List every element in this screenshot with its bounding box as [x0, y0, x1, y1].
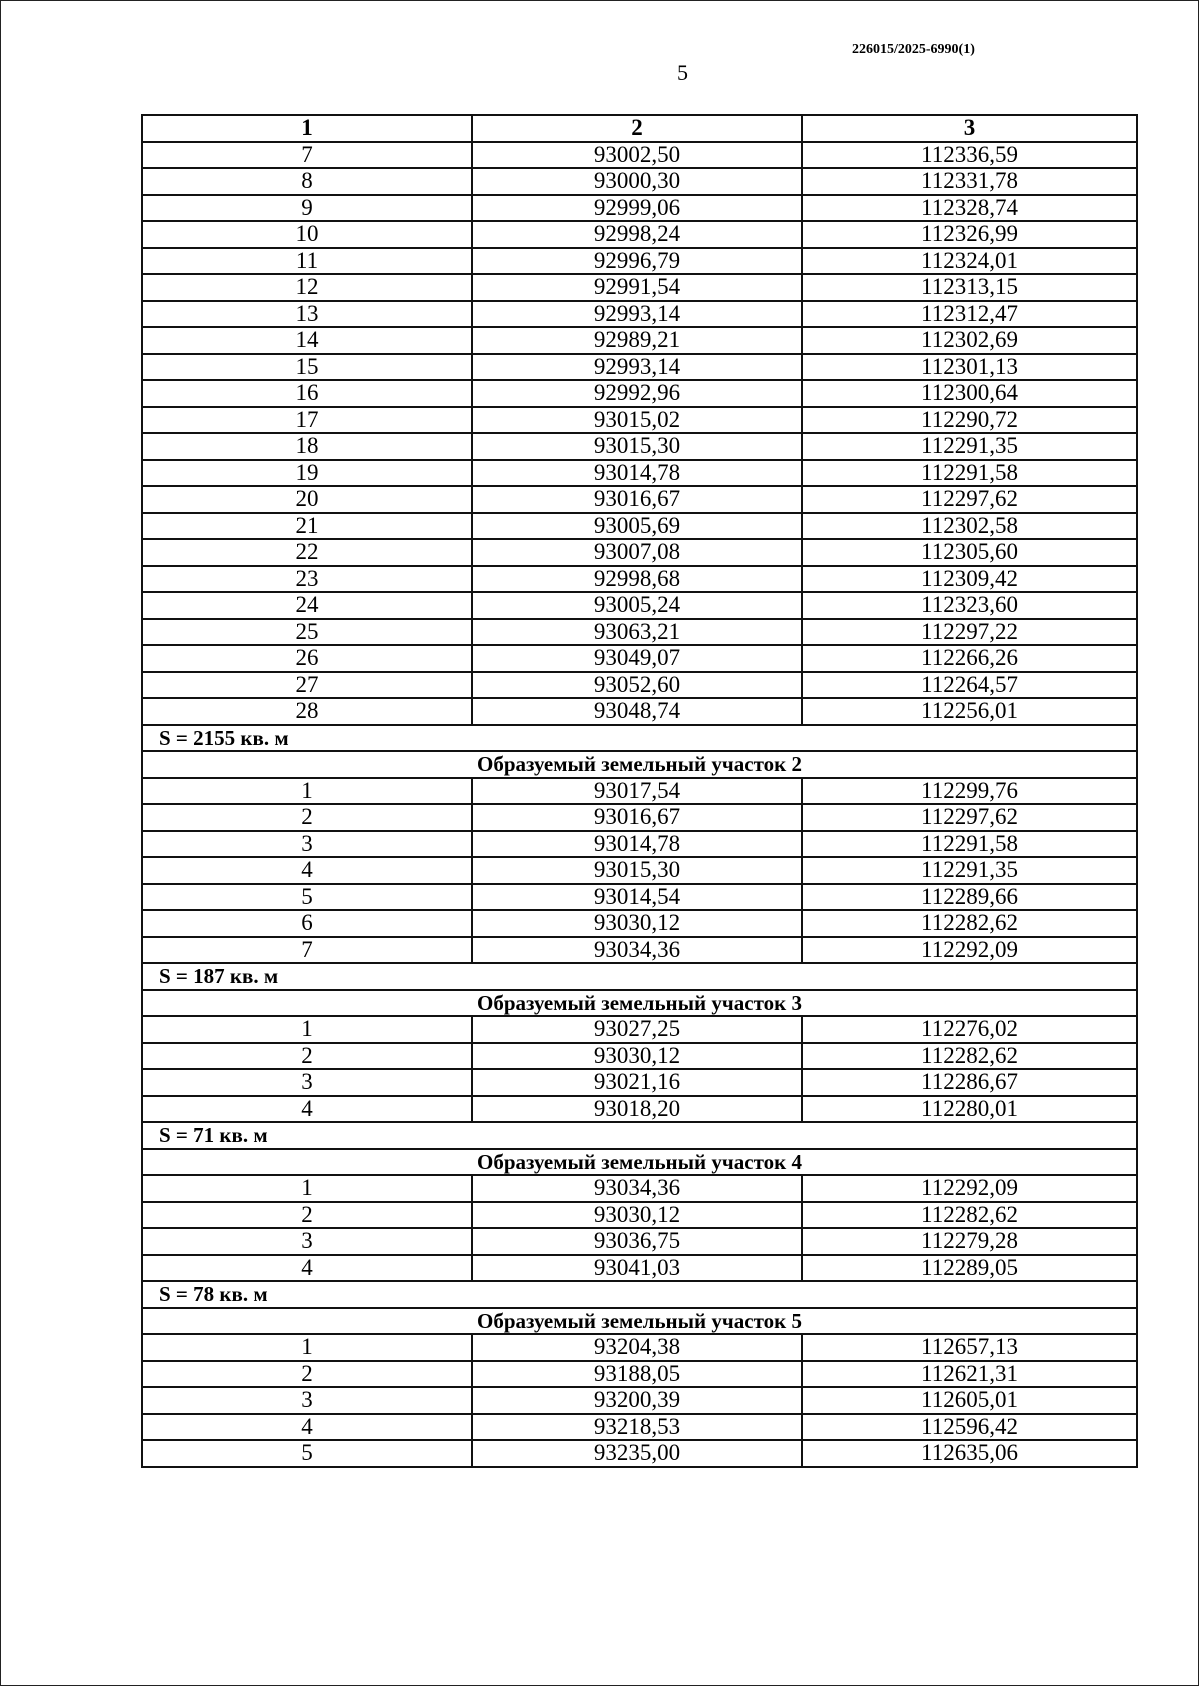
point-number: 2 [142, 804, 472, 831]
table-row [142, 407, 1137, 434]
coordinate-x: 93021,16 [472, 1069, 802, 1096]
coordinate-y: 112336,59 [802, 142, 1137, 169]
coordinate-y: 112297,62 [802, 486, 1137, 513]
point-number: 2 [142, 1043, 472, 1070]
point-number: 18 [142, 433, 472, 460]
table-row [142, 1096, 1137, 1123]
coordinate-x: 93030,12 [472, 910, 802, 937]
table-row [142, 1069, 1137, 1096]
point-number: 26 [142, 645, 472, 672]
header-cell: 1 [142, 115, 472, 142]
coordinate-x: 93014,78 [472, 460, 802, 487]
table-row [142, 274, 1137, 301]
coordinate-y: 112289,05 [802, 1255, 1137, 1282]
coordinate-x: 92989,21 [472, 327, 802, 354]
coordinate-x: 93200,39 [472, 1387, 802, 1414]
coordinate-y: 112621,31 [802, 1361, 1137, 1388]
table-row [142, 645, 1137, 672]
coordinate-x: 92993,14 [472, 354, 802, 381]
point-number: 14 [142, 327, 472, 354]
coordinate-x: 92998,24 [472, 221, 802, 248]
coordinate-x: 93027,25 [472, 1016, 802, 1043]
point-number: 21 [142, 513, 472, 540]
coordinate-x: 93052,60 [472, 672, 802, 699]
point-number: 3 [142, 1228, 472, 1255]
coordinate-y: 112635,06 [802, 1440, 1137, 1467]
coordinate-y: 112291,35 [802, 857, 1137, 884]
coordinate-x: 92991,54 [472, 274, 802, 301]
table-row [142, 195, 1137, 222]
header-cell: 3 [802, 115, 1137, 142]
area-value: S = 71 кв. м [142, 1122, 1137, 1149]
coordinate-y: 112305,60 [802, 539, 1137, 566]
table-row [142, 539, 1137, 566]
coordinate-y: 112605,01 [802, 1387, 1137, 1414]
section-title: Образуемый земельный участок 3 [142, 990, 1137, 1017]
table-row [142, 566, 1137, 593]
coordinate-x: 93034,36 [472, 937, 802, 964]
coordinate-y: 112291,58 [802, 460, 1137, 487]
point-number: 13 [142, 301, 472, 328]
table-row [142, 1016, 1137, 1043]
coordinates-table [141, 114, 1138, 1468]
point-number: 4 [142, 1414, 472, 1441]
coordinate-x: 93030,12 [472, 1202, 802, 1229]
coordinate-y: 112292,09 [802, 1175, 1137, 1202]
area-row [142, 725, 1137, 752]
table-row [142, 248, 1137, 275]
point-number: 2 [142, 1361, 472, 1388]
coordinate-y: 112302,58 [802, 513, 1137, 540]
point-number: 23 [142, 566, 472, 593]
table-row [142, 168, 1137, 195]
point-number: 9 [142, 195, 472, 222]
coordinate-y: 112290,72 [802, 407, 1137, 434]
table-row [142, 831, 1137, 858]
coordinates-table-body [142, 115, 1137, 1467]
section-title-row [142, 751, 1137, 778]
point-number: 5 [142, 884, 472, 911]
table-row [142, 592, 1137, 619]
table-row [142, 698, 1137, 725]
coordinate-y: 112299,76 [802, 778, 1137, 805]
coordinate-x: 93218,53 [472, 1414, 802, 1441]
point-number: 7 [142, 937, 472, 964]
point-number: 7 [142, 142, 472, 169]
coordinate-x: 93034,36 [472, 1175, 802, 1202]
point-number: 22 [142, 539, 472, 566]
coordinate-x: 93018,20 [472, 1096, 802, 1123]
point-number: 1 [142, 1334, 472, 1361]
table-row [142, 778, 1137, 805]
coordinates-table-container [141, 114, 1136, 1468]
point-number: 10 [142, 221, 472, 248]
coordinate-x: 93048,74 [472, 698, 802, 725]
table-row [142, 1361, 1137, 1388]
table-row [142, 1440, 1137, 1467]
coordinate-y: 112292,09 [802, 937, 1137, 964]
point-number: 1 [142, 1016, 472, 1043]
coordinate-y: 112279,28 [802, 1228, 1137, 1255]
coordinate-x: 93016,67 [472, 486, 802, 513]
table-row [142, 142, 1137, 169]
point-number: 3 [142, 831, 472, 858]
coordinate-y: 112596,42 [802, 1414, 1137, 1441]
coordinate-x: 92993,14 [472, 301, 802, 328]
table-row [142, 1043, 1137, 1070]
point-number: 3 [142, 1387, 472, 1414]
coordinate-x: 93036,75 [472, 1228, 802, 1255]
table-row [142, 327, 1137, 354]
coordinate-y: 112256,01 [802, 698, 1137, 725]
coordinate-y: 112280,01 [802, 1096, 1137, 1123]
table-row [142, 1202, 1137, 1229]
point-number: 8 [142, 168, 472, 195]
point-number: 1 [142, 778, 472, 805]
table-row [142, 857, 1137, 884]
section-title-row [142, 990, 1137, 1017]
coordinate-y: 112331,78 [802, 168, 1137, 195]
coordinate-y: 112264,57 [802, 672, 1137, 699]
point-number: 12 [142, 274, 472, 301]
coordinate-x: 93007,08 [472, 539, 802, 566]
section-title: Образуемый земельный участок 2 [142, 751, 1137, 778]
coordinate-x: 93015,30 [472, 433, 802, 460]
point-number: 4 [142, 1096, 472, 1123]
coordinate-y: 112312,47 [802, 301, 1137, 328]
coordinate-x: 93005,69 [472, 513, 802, 540]
point-number: 25 [142, 619, 472, 646]
coordinate-x: 93063,21 [472, 619, 802, 646]
coordinate-y: 112302,69 [802, 327, 1137, 354]
coordinate-y: 112328,74 [802, 195, 1137, 222]
point-number: 4 [142, 857, 472, 884]
point-number: 16 [142, 380, 472, 407]
coordinate-y: 112276,02 [802, 1016, 1137, 1043]
point-number: 27 [142, 672, 472, 699]
table-row [142, 354, 1137, 381]
point-number: 1 [142, 1175, 472, 1202]
point-number: 4 [142, 1255, 472, 1282]
table-row [142, 301, 1137, 328]
coordinate-y: 112657,13 [802, 1334, 1137, 1361]
area-row [142, 1281, 1137, 1308]
coordinate-y: 112324,01 [802, 248, 1137, 275]
section-title: Образуемый земельный участок 5 [142, 1308, 1137, 1335]
table-row [142, 380, 1137, 407]
coordinate-y: 112289,66 [802, 884, 1137, 911]
table-row [142, 804, 1137, 831]
table-row [142, 486, 1137, 513]
point-number: 11 [142, 248, 472, 275]
coordinate-x: 93188,05 [472, 1361, 802, 1388]
point-number: 17 [142, 407, 472, 434]
coordinate-x: 93002,50 [472, 142, 802, 169]
coordinate-x: 93235,00 [472, 1440, 802, 1467]
coordinate-y: 112291,35 [802, 433, 1137, 460]
coordinate-x: 93015,30 [472, 857, 802, 884]
table-row [142, 221, 1137, 248]
coordinate-x: 93014,54 [472, 884, 802, 911]
table-row [142, 513, 1137, 540]
coordinate-y: 112323,60 [802, 592, 1137, 619]
section-title: Образуемый земельный участок 4 [142, 1149, 1137, 1176]
table-row [142, 672, 1137, 699]
coordinate-x: 93014,78 [472, 831, 802, 858]
coordinate-y: 112286,67 [802, 1069, 1137, 1096]
coordinate-x: 93041,03 [472, 1255, 802, 1282]
area-row [142, 963, 1137, 990]
table-row [142, 619, 1137, 646]
table-row [142, 910, 1137, 937]
header-cell: 2 [472, 115, 802, 142]
table-row [142, 460, 1137, 487]
table-header-row [142, 115, 1137, 142]
coordinate-x: 92996,79 [472, 248, 802, 275]
point-number: 5 [142, 1440, 472, 1467]
coordinate-x: 93016,67 [472, 804, 802, 831]
table-row [142, 1387, 1137, 1414]
area-value: S = 187 кв. м [142, 963, 1137, 990]
table-row [142, 1414, 1137, 1441]
coordinate-x: 93000,30 [472, 168, 802, 195]
coordinate-x: 93204,38 [472, 1334, 802, 1361]
coordinate-x: 93005,24 [472, 592, 802, 619]
document-number: 226015/2025-6990(1) [852, 42, 975, 57]
coordinate-y: 112266,26 [802, 645, 1137, 672]
point-number: 2 [142, 1202, 472, 1229]
table-row [142, 433, 1137, 460]
coordinate-y: 112282,62 [802, 910, 1137, 937]
point-number: 28 [142, 698, 472, 725]
coordinate-x: 93015,02 [472, 407, 802, 434]
table-row [142, 1334, 1137, 1361]
section-title-row [142, 1149, 1137, 1176]
coordinate-x: 93017,54 [472, 778, 802, 805]
page-number: 5 [677, 60, 688, 85]
coordinate-y: 112297,62 [802, 804, 1137, 831]
point-number: 3 [142, 1069, 472, 1096]
coordinate-x: 92999,06 [472, 195, 802, 222]
point-number: 24 [142, 592, 472, 619]
area-row [142, 1122, 1137, 1149]
coordinate-y: 112300,64 [802, 380, 1137, 407]
point-number: 20 [142, 486, 472, 513]
point-number: 19 [142, 460, 472, 487]
table-row [142, 884, 1137, 911]
section-title-row [142, 1308, 1137, 1335]
table-row [142, 1228, 1137, 1255]
point-number: 15 [142, 354, 472, 381]
coordinate-y: 112326,99 [802, 221, 1137, 248]
coordinate-y: 112313,15 [802, 274, 1137, 301]
area-value: S = 78 кв. м [142, 1281, 1137, 1308]
table-row [142, 1255, 1137, 1282]
point-number: 6 [142, 910, 472, 937]
coordinate-y: 112291,58 [802, 831, 1137, 858]
coordinate-x: 93030,12 [472, 1043, 802, 1070]
table-row [142, 1175, 1137, 1202]
coordinate-y: 112301,13 [802, 354, 1137, 381]
table-row [142, 937, 1137, 964]
coordinate-y: 112282,62 [802, 1202, 1137, 1229]
coordinate-y: 112297,22 [802, 619, 1137, 646]
coordinate-y: 112282,62 [802, 1043, 1137, 1070]
coordinate-x: 93049,07 [472, 645, 802, 672]
coordinate-x: 92998,68 [472, 566, 802, 593]
area-value: S = 2155 кв. м [142, 725, 1137, 752]
coordinate-x: 92992,96 [472, 380, 802, 407]
coordinate-y: 112309,42 [802, 566, 1137, 593]
